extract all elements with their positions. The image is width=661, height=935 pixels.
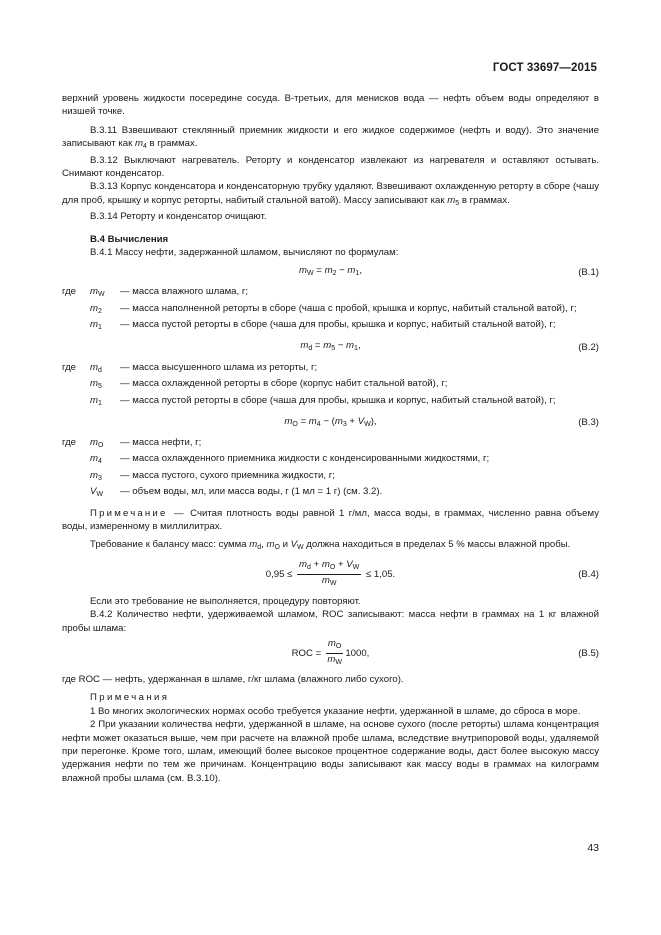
paragraph-b311: В.3.11 Взвешивают стеклянный приемник жидкости и его жидкое содержимое (нефть и воду). Это значение записывают как $m_4$ в граммах. <box>62 124 599 151</box>
equation-b1 <box>62 261 599 283</box>
paragraph-b42: В.4.2 Количество нефти, удерживаемой шламом, ROC записывают: масса нефти в граммах на 1 кг влажной пробы шлама: <box>62 609 599 634</box>
equation-b2-number: (В.2) <box>578 341 599 353</box>
definition-text: — масса наполненной реторты в сборе (чаша с пробой, крышка и корпус, набитый стальной ватой), г; <box>120 302 577 314</box>
paragraph-balance: Требование к балансу масс: сумма $m_d$, $m_O$ и $V_W$ должна находиться в пределах 5 % массы влажной пробы. <box>90 539 571 552</box>
definition-text: — масса высушенного шлама из реторты, г; <box>120 361 318 373</box>
definition-symbol: $m_5$ <box>90 378 102 391</box>
paragraph-b41: В.4.1 Массу нефти, задержанной шламом, вычисляют по формулам: <box>90 247 399 259</box>
definitions-b3 <box>62 436 599 502</box>
definition-symbol: $m_3$ <box>90 469 102 482</box>
page-number: 43 <box>587 842 599 854</box>
definition-item <box>62 377 599 393</box>
equation-b3-number: (В.3) <box>578 417 599 429</box>
paragraph-b312: В.3.12 Выключают нагреватель. Реторту и конденсатор извлекают из нагревателя и оставляют остывать. Снимают конденсатор. <box>62 154 599 180</box>
definition-item <box>62 452 599 468</box>
definition-symbol: $m_4$ <box>90 453 102 466</box>
equation-b1-number: (В.1) <box>578 266 599 278</box>
definitions-b1 <box>62 285 599 334</box>
equation-b5-formula: ROC = $\frac{m_O}{m_W}$ 1000, <box>291 638 370 667</box>
note-1: Примечание — Считая плотность воды равной 1 г/мл, масса воды, в граммах, численно равна объему воды, измеренному в миллилитрах. <box>62 507 599 532</box>
definition-symbol: $m_2$ <box>90 302 102 315</box>
definition-text: — масса пустой реторты в сборе (чаша для пробы, крышка и корпус, набитый стальной ватой), г; <box>120 394 556 406</box>
note-a: 1 Во многих экологических нормах особо требуется указание нефти, удержанной в шламе, до сброса в море. <box>90 705 581 717</box>
definition-symbol: $m_1$ <box>90 319 102 332</box>
definition-text: — масса охлажденного приемника жидкости с конденсированными жидкостями, г; <box>120 453 490 465</box>
note-b: 2 При указании количества нефти, удержанной в шламе, на основе сухого (после реторты) шлама концентрация нефти может оказаться выше, чем при расчете на влажной пробе шлама, вследствие внутрипоровой воды, удаляемой при перегонке. Кроме того, шлам, имеющий более высокое процентное содержание воды, даст более высокую массу удержания нефти по тем же причинам. Концентрацию воды записывают как массу воды в граммах на килограмм влажной пробы шлама (см. В.3.10). <box>62 719 599 784</box>
paragraph-top: верхний уровень жидкости посередине сосуда. В-третьих, для менисков вода — нефть объем воды определяют в низшей точке. <box>62 93 599 118</box>
definition-symbol: $m_O$ <box>90 436 104 449</box>
definition-text: — масса пустой реторты в сборе (чаша для пробы, крышка и корпус, набитый стальной ватой), г; <box>120 319 556 331</box>
definition-text: — масса пустого, сухого приемника жидкости, г; <box>120 469 335 481</box>
definition-symbol: $m_d$ <box>90 361 102 374</box>
paragraph-roc: где ROC — нефть, удержанная в шламе, г/кг шлама (влажного либо сухого). <box>62 673 404 685</box>
definition-item <box>62 318 599 334</box>
equation-b2 <box>62 337 599 359</box>
definition-item <box>62 469 599 485</box>
equation-b1-formula: $m_W = m_2 - m_1$, <box>299 265 362 278</box>
paragraph-repeat: Если это требование не выполняется, процедуру повторяют. <box>90 595 361 607</box>
equation-b3 <box>62 412 599 434</box>
document-code: ГОСТ 33697—2015 <box>492 62 597 74</box>
definition-text: — масса нефти, г; <box>120 436 202 448</box>
equation-b3-formula: $m_O = m_4 - (m_3 + V_W)$, <box>284 415 377 428</box>
definition-symbol: $V_W$ <box>90 486 104 499</box>
paragraph-b313: В.3.13 Корпус конденсатора и конденсаторную трубку удаляют. Взвешивают охлажденную реторту в сборе (чашу для проб, крышку и корпус реторты, набитый стальной ватой). Массу записывают как $m_5$ в граммах. <box>62 181 599 207</box>
definition-text: — объем воды, мл, или масса воды, г (1 мл = 1 г) (см. 3.2). <box>120 486 383 498</box>
equation-b4-formula: 0,95 ≤ $\frac{m_d + m_O + V_W}{m_W}$ ≤ 1,05. <box>265 559 396 588</box>
section-heading-b4: В.4 Вычисления <box>90 233 169 245</box>
definition-text: — масса влажного шлама, г; <box>120 286 248 298</box>
equation-b2-formula: $m_d = m_5 - m_1$, <box>300 340 361 353</box>
equation-b5 <box>62 637 599 671</box>
definition-symbol: $m_1$ <box>90 394 102 407</box>
definition-item <box>62 302 599 318</box>
equation-b4-number: (В.4) <box>578 569 599 581</box>
equation-b4 <box>62 557 599 593</box>
definition-item <box>62 485 599 501</box>
notes-heading: Примечания <box>90 692 170 704</box>
paragraph-b314: В.3.14 Реторту и конденсатор очищают. <box>90 211 267 223</box>
definition-item: где $m_d$ — масса высушенного шлама из реторты, г; <box>62 361 599 377</box>
definitions-b2 <box>62 361 599 410</box>
equation-b5-number: (В.5) <box>578 648 599 660</box>
document-body <box>62 92 599 785</box>
definition-symbol: $m_W$ <box>90 286 105 299</box>
definition-item: где $m_O$ — масса нефти, г; <box>62 436 599 452</box>
definition-text: — масса охлажденной реторты в сборе (корпус набит стальной ватой), г; <box>120 378 448 390</box>
definition-item: где $m_W$ — масса влажного шлама, г; <box>62 285 599 301</box>
definition-item <box>62 394 599 410</box>
